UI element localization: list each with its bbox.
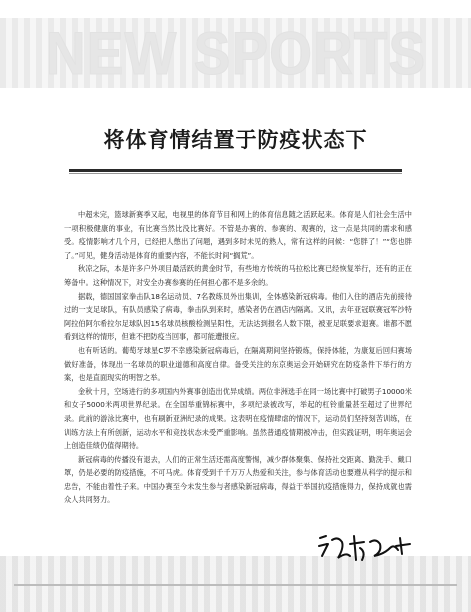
- footer-rule: [14, 584, 457, 586]
- title-rule-thick: [69, 169, 402, 172]
- paragraph: 也有听话的。葡萄牙球星C罗不幸感染新冠病毒后，在隔离期间坚持锻炼，保持体能，为康复后回归赛场做好准备，体现出一名球员的职业道德和高度自律。备受关注的东京奥运会开始研究在防疫条件下举行的方案，也是直面现实的明智之举。: [64, 345, 412, 383]
- paragraph: 据载，德国国家拳击队18名运动员、7名教练员外出集训，全体感染新冠病毒。他们入住的酒店先前接待过的一支足球队，有队员感染了病毒，拳击队到来时，感染者仍在酒店内隔离。又讯，去年亚冠联赛冠军沙特阿拉伯阿尔希拉尔足球队因15名球员核酸检测呈阳性，无法达到报名人数下限，被亚足联要求退赛。谁都不愿看到这样的情形，但谁不把防疫当回事，都可能遭报应。: [64, 291, 412, 342]
- paragraph: 秋凉之际，本是许多户外项目最活跃的黄金时节，有些地方传统的马拉松比赛已经恢复举行，还有的正在筹备中。这种情况下，对安全办赛参赛的任何担心都不是多余的。: [64, 264, 412, 287]
- article-body: [64, 208, 412, 507]
- masthead-watermark-title: NEW SPORTS: [45, 20, 426, 87]
- handwritten-signature-icon: [316, 530, 416, 564]
- masthead-banner: [0, 18, 471, 88]
- page-header: [0, 0, 471, 190]
- title-rule-thin: [69, 173, 402, 174]
- author-signature: [316, 530, 416, 564]
- paragraph: 中超未完，篮球新赛季又起，电视里的体育节目和网上的体育信息随之活跃起来。体育是人们社会生活中一项积极健康的事业，有比赛当然比没比赛好。不管是办赛的、参赛的、观赛的，这一点是共同的需求和感受。疫情影响才几个月，已经把人憋出了问题，遇到多时未见的熟人，常有这样的问候：“您胖了！”“您也胖了。”可见，健身活动是体育的重要内容，不能长时间“搁荒”。: [64, 210, 412, 260]
- article-title: 将体育情结置于防疫状态下: [103, 128, 368, 152]
- paragraph: 新冠病毒的传播没有退去，人们的正常生活还需高度警惕，减少群体聚集、保持社交距离、勤洗手、戴口罩，仍是必要的防疫措施，不可马虎。体育受到千千万万人热爱和关注，参与体育活动也要遵从科学的提示和忠告，不能由着性子来。中国办赛至今未发生参与者感染新冠病毒，得益于举国抗疫措施得力，保持成就也需众人共同努力。: [64, 454, 412, 505]
- paragraph: 金秋十月，空场进行的多项国内外赛事创造出优异成绩。两位非洲选手在同一场比赛中打破男子10000米和女子5000米两项世界纪录。在全国举重锦标赛中，多项纪录被改写，举起的杠铃重量甚至超过了世界纪录。此前的游泳比赛中，也有刷新亚洲纪录的成果。这表明在疫情肆虐的情况下，运动员们坚持刻苦训练，在训练方法上有所创新，运动水平和竞技状态未受严重影响。虽然普通疫情期被冲击，但实践证明，明年奥运会上创造佳绩仍值得期待。: [64, 386, 412, 451]
